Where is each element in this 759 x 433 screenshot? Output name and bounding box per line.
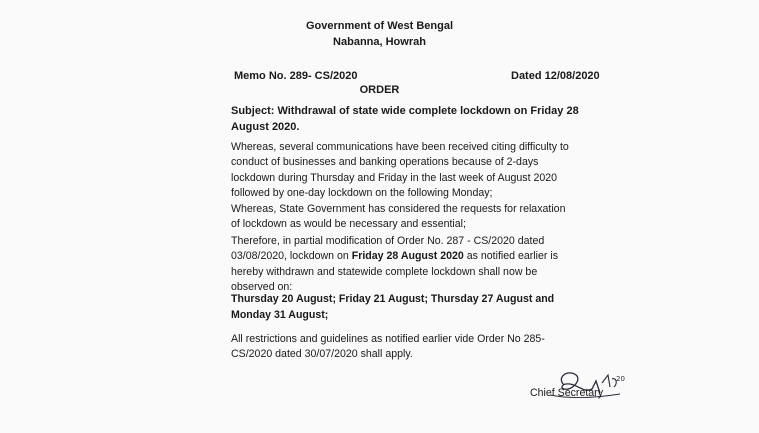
memo-number: Memo No. 289- CS/2020 [234,70,358,82]
paragraph3-line: observed on: [231,281,293,294]
letterhead [0,18,759,50]
subject-text-1: Subject: Withdrawal of state wide complete lockdown on Friday 28 [231,105,579,117]
paragraph1-line: followed by one-day lockdown on the following Monday; [231,187,493,200]
paragraph3-text: 03/08/2020, lockdown on [231,250,352,263]
subject-line [231,103,609,135]
order-title: ORDER [359,84,400,96]
government-name: Government of West Bengal [305,20,454,32]
svg-text:20: 20 [616,375,625,383]
lockdown-dates-line: Thursday 20 August; Friday 21 August; Thursday 27 August and [231,293,555,305]
subject-text-2: August 2020. [231,121,300,133]
paragraph5-line: All restrictions and guidelines as notified earlier vide Order No 285- [231,333,545,345]
paragraph2-line: Whereas, State Government has considered the requests for relaxation [231,203,566,215]
paragraph1-line: lockdown during Thursday and Friday in the last week of August 2020 [231,171,558,184]
paragraph5-line: CS/2020 dated 30/07/2020 shall apply. [231,348,413,361]
paragraph3-text: as notified earlier is [463,250,559,263]
paragraph3-line: Therefore, in partial modification of Order No. 287 - CS/2020 dated [231,235,545,247]
government-address: Nabanna, Howrah [333,36,426,48]
paragraph1-line: conduct of businesses and banking operations because of 2-days [231,156,539,169]
paragraph1-line: Whereas, several communications have been received citing difficulty to [231,141,569,153]
paragraph-considered [231,202,609,233]
signatory-title: Chief Secretary [530,387,604,399]
memo-date: Dated 12/08/2020 [511,70,600,82]
signature-icon [550,365,630,405]
withdrawn-date: Friday 28 August 2020 [351,250,464,263]
paragraph-modification [231,234,609,296]
paragraph-restrictions [231,332,609,363]
paragraph2-line: of lockdown as would be necessary and essential; [231,218,466,231]
paragraph-communications [231,140,609,202]
lockdown-dates-line: Monday 31 August; [231,308,329,321]
paragraph3-line: hereby withdrawn and statewide complete lockdown shall now be [231,265,538,278]
paragraph3-line [231,249,609,264]
lockdown-dates [231,292,609,323]
